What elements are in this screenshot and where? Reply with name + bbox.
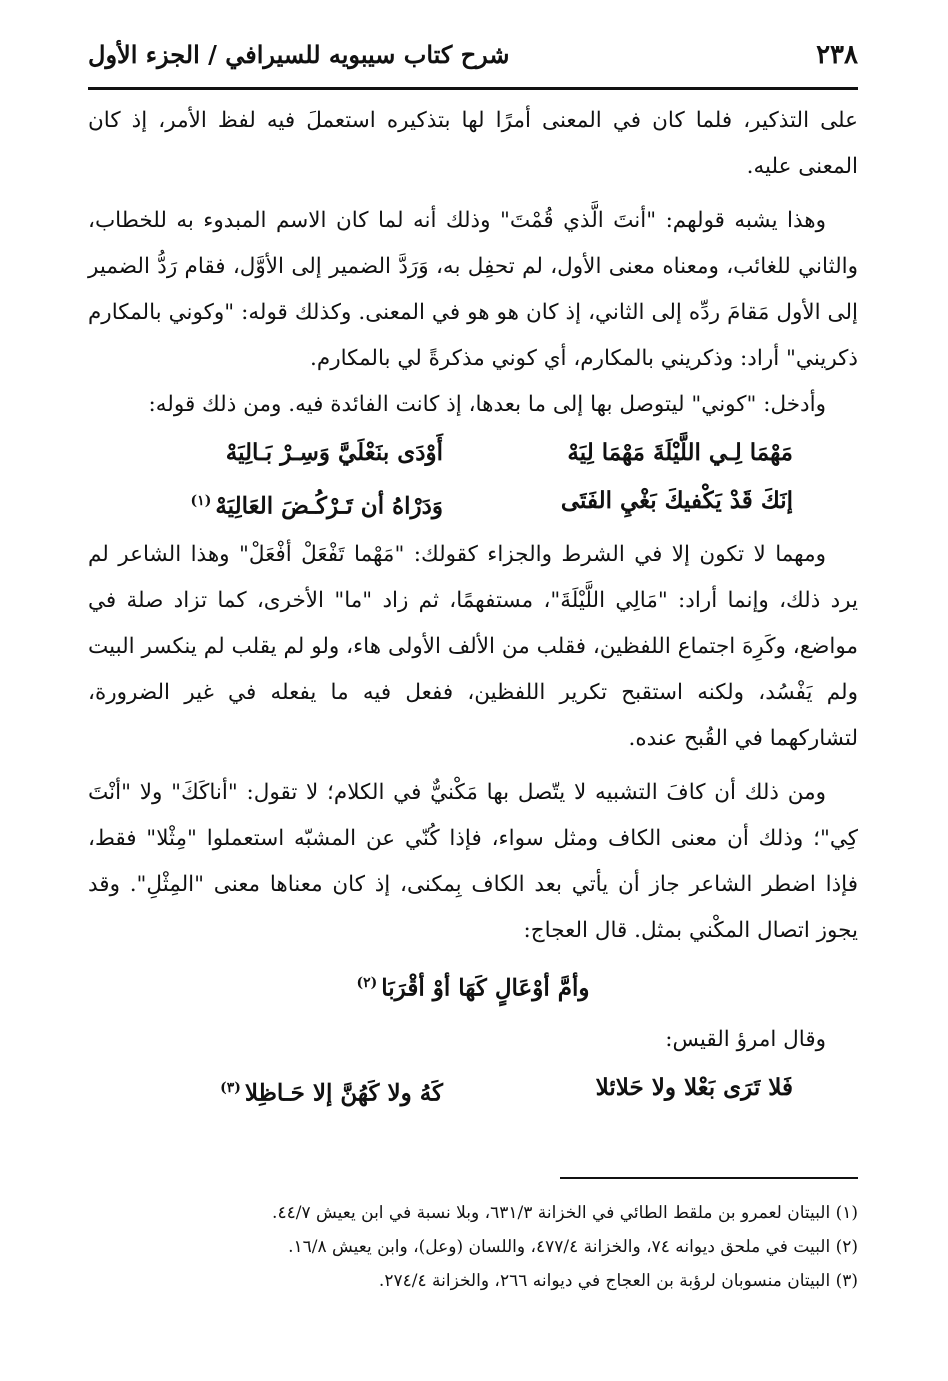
header-rule — [88, 87, 858, 90]
verse-hemistich: إنَكَ قَدْ يَكْفيكَ بَغْيِ الفَتَى — [560, 487, 793, 514]
verse-text: كَهُ ولا كَهُنَّ إلا حَـاظِلا — [244, 1079, 443, 1107]
footnote: (٣) البيتان منسوبان لرؤبة بن العجاج في ديوانه ٢٦٦، والخزانة ٢٧٤/٤. — [378, 1271, 858, 1291]
paragraph: ومهما لا تكون إلا في الشرط والجزاء كقولك: "مَهْما تَفْعَلْ أفْعَلْ" وهذا الشاعر لم يرد ذلك، وإنما أراد: "مَالِي اللَّيْلَةَ"، مستفهمًا، ثم زاد "ما" الأخرى، كما تزاد صلة في مواضع، وكَرِهَ اجتماع اللفظين، فقلب من الألف الأولى هاء، ولو لم يقلب لم ينكسر البيت ولم يَفْسُد، ولكنه استقبح تكرير اللفظين، ففعل فيه ما يفعله في غير الضرورة، لتشاركهما في القُبح عنده. — [88, 541, 858, 751]
page-header — [88, 36, 858, 80]
running-title: شرح كتاب سيبويه للسيرافي / الجزء الأول — [88, 40, 510, 69]
verse-hemistich: فَلا تَرَى بَعْلا ولا حَلائلا — [595, 1074, 793, 1102]
page-number: ٢٣٨ — [816, 40, 858, 70]
paragraph: وقال امرؤ القيس: — [665, 1027, 826, 1053]
main-text — [88, 98, 858, 1119]
paragraph: وأدخل: "كوني" ليتوصل بها إلى ما بعدها، إذ كانت الفائدة فيه. ومن ذلك قوله: — [148, 392, 826, 417]
footnote-marker: (١) — [190, 493, 212, 509]
verse-line — [88, 1065, 858, 1117]
verse-line — [88, 958, 858, 1014]
verse-hemistich: مَهْمَا لِـي اللَّيْلَةَ مَهْمَا لِيَهْ — [567, 439, 793, 466]
verse-hemistich — [153, 1065, 443, 1117]
verse-hemistich — [153, 478, 443, 530]
footnote: (١) البيتان لعمرو بن ملقط الطائي في الخزانة ٦٣١/٣، وبلا نسبة في ابن يعيش ٤٤/٧. — [272, 1203, 858, 1223]
verse-line — [88, 478, 858, 530]
verse-hemistich: أَوْدَى بنَعْلَيَّ وَسِـرْ بَـالِيَهْ — [225, 439, 443, 466]
verse-line — [88, 430, 858, 476]
footnotes — [88, 1196, 858, 1298]
paragraph: على التذكير، فلما كان في المعنى أمرًا لها بتذكيره استعملَ فيه لفظ الأمر، إذ كان المعنى عليه. — [88, 108, 858, 179]
verse-text: وأمَّ أوْعَالٍ كَهَا أوْ أقْرَبَا — [381, 974, 590, 1002]
paragraph: وهذا يشبه قولهم: "أنتَ الَّذي قُمْتَ" وذلك أنه لما كان الاسم المبدوء به للخطاب، والثاني للغائب، ومعناه معنى الأول، لم تحفِل به، وَرَدَّ الضمير إلى الأوَّل، فقام رَدُّ الضمير إلى الأول مَقامَ ردِّه إلى الثاني، إذ كان هو هو في المعنى. وكذلك قوله: "وكوني بالمكارم ذكريني" أراد: وذكريني بالمكارم، أي كوني مذكرةً لي بالمكارم. — [88, 208, 858, 371]
footnote-marker: (٢) — [356, 974, 378, 991]
footnote-marker: (٣) — [220, 1080, 241, 1097]
footnote: (٢) البيت في ملحق ديوانه ٧٤، والخزانة ٤٧٧/٤، واللسان (وعل)، وابن يعيش ١٦/٨. — [288, 1237, 858, 1257]
footnote-separator — [560, 1177, 858, 1179]
verse-text: وَدَرْاهُ أن تَـرْكُـضَ العَالِيَهْ — [215, 492, 443, 520]
paragraph: ومن ذلك أن كافَ التشبيه لا يتّصل بها مَكْنيٌّ في الكلام؛ لا تقول: "أناكَكَ" ولا "أنْتَ كِي"؛ وذلك أن معنى الكاف ومثل سواء، فإذا كُنّي عن المشبّه استعملوا "مِثْلا" فقط، فإذا اضطر الشاعر جاز أن يأتي بعد الكاف بِمكنى، إذ كان معناها معنى "المِثْلِ". وقد يجوز اتصال المكْني بمثل. قال العجاج: — [88, 779, 858, 943]
